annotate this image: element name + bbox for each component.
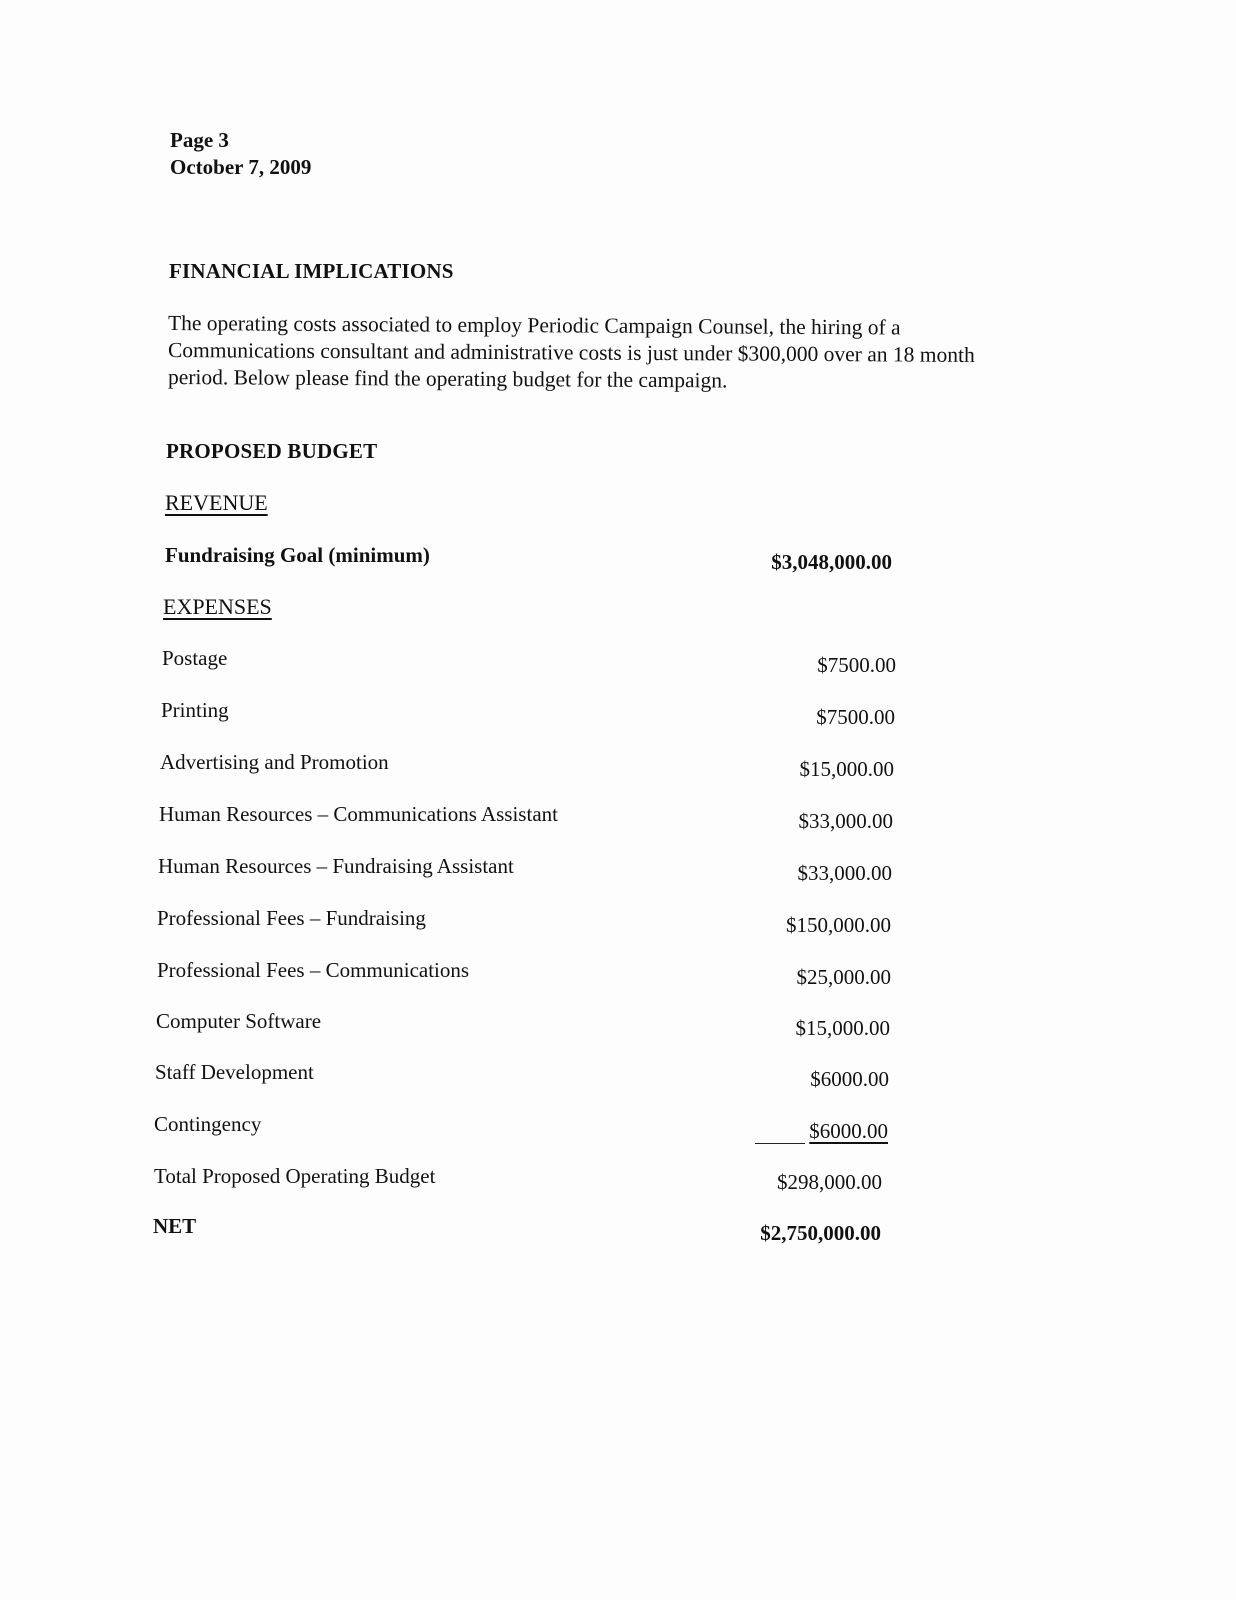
expense-value: $33,000.00 (797, 861, 892, 885)
contingency-underline (755, 1143, 805, 1144)
expense-value: $15,000.00 (799, 757, 894, 781)
revenue-label: REVENUE (165, 490, 268, 515)
expense-value: $7500.00 (817, 653, 896, 677)
expense-value: $33,000.00 (798, 809, 893, 833)
expense-label: Staff Development (155, 1060, 314, 1084)
net-value: $2,750,000.00 (760, 1221, 881, 1245)
proposed-budget-heading: PROPOSED BUDGET (166, 439, 378, 463)
expense-value: $7500.00 (816, 705, 895, 729)
paragraph-line: Communications consultant and administrative costs is just under $300,000 over an 18 month (167, 338, 975, 367)
financial-implications-paragraph (168, 310, 1028, 391)
expense-value: $25,000.00 (796, 965, 891, 989)
fundraising-goal-label: Fundraising Goal (minimum) (165, 543, 430, 567)
expense-label: Printing (161, 698, 229, 722)
expense-label: Professional Fees – Fundraising (157, 906, 426, 930)
net-label: NET (153, 1214, 197, 1238)
expense-value: $15,000.00 (795, 1016, 890, 1040)
page-number: Page 3 (170, 128, 229, 152)
expense-label: Advertising and Promotion (160, 750, 389, 774)
paragraph-line: The operating costs associated to employ Periodic Campaign Counsel, the hiring of a (167, 311, 901, 340)
total-value: $298,000.00 (777, 1170, 882, 1194)
paragraph-line: period. Below please find the operating budget for the campaign. (167, 365, 728, 393)
expense-label: Contingency (154, 1112, 262, 1136)
document-date: October 7, 2009 (170, 155, 312, 179)
expense-label: Computer Software (156, 1009, 322, 1033)
expense-value: $6000.00 (809, 1119, 888, 1143)
expense-value: $150,000.00 (786, 913, 891, 937)
fundraising-goal-value: $3,048,000.00 (771, 550, 892, 574)
expense-label: Human Resources – Communications Assistant (159, 802, 558, 826)
expense-label: Human Resources – Fundraising Assistant (158, 854, 514, 878)
total-label: Total Proposed Operating Budget (154, 1164, 436, 1188)
financial-implications-heading: FINANCIAL IMPLICATIONS (169, 259, 454, 283)
expense-label: Postage (162, 646, 228, 670)
expense-label: Professional Fees – Communications (157, 958, 470, 982)
expenses-label: EXPENSES (163, 594, 272, 619)
expense-value: $6000.00 (810, 1067, 889, 1091)
